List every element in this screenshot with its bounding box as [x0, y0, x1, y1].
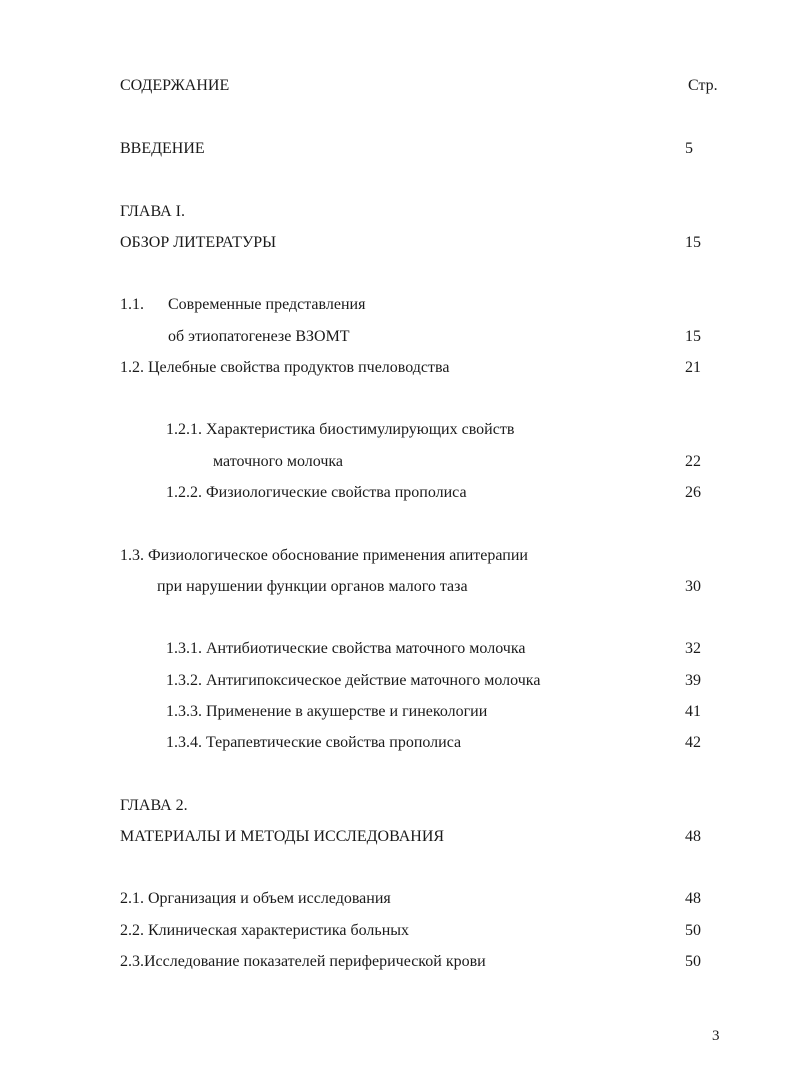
toc-title: СОДЕРЖАНИЕ	[120, 77, 230, 94]
toc-entry-label: МАТЕРИАЛЫ И МЕТОДЫ ИССЛЕДОВАНИЯ	[120, 828, 445, 845]
toc-entry-label: ВВЕДЕНИЕ	[120, 140, 205, 157]
toc-entry-text: Современные представления	[168, 296, 366, 313]
toc-entry-page: 50	[685, 953, 701, 970]
toc-entry-label: 1.3. Физиологическое обоснование применения апитерапии	[120, 547, 528, 564]
toc-entry-label	[120, 295, 365, 315]
toc-entry-page: 41	[685, 703, 701, 720]
toc-entry-label: 2.2. Клиническая характеристика больных	[120, 922, 410, 939]
toc-entry-page: 48	[685, 828, 701, 845]
toc-entry-label: маточного молочка	[213, 453, 344, 470]
toc-entry-label: 1.2. Целебные свойства продуктов пчеловодства	[120, 359, 450, 376]
toc-entry-page: 50	[685, 922, 701, 939]
toc-entry-label: 2.3.Исследование показателей периферической крови	[120, 953, 486, 970]
toc-entry-page: 48	[685, 890, 701, 907]
toc-entry-page: 22	[685, 453, 701, 470]
toc-entry-page: 15	[685, 234, 701, 251]
toc-entry-label: об этиопатогенезе ВЗОМТ	[168, 328, 350, 345]
toc-entry-label: при нарушении функции органов малого таза	[157, 578, 468, 595]
toc-entry-label: 1.2.2. Физиологические свойства прополиса	[166, 484, 467, 501]
toc-entry-page: 39	[685, 672, 701, 689]
page-column-label: Стр.	[688, 77, 718, 94]
toc-entry-label: 1.3.3. Применение в акушерстве и гинекологии	[166, 703, 488, 720]
toc-entry-label: 1.3.2. Антигипоксическое действие маточного молочка	[166, 672, 541, 689]
toc-entry-label: 2.1. Организация и объем исследования	[120, 890, 391, 907]
toc-entry-page: 26	[685, 484, 701, 501]
toc-entry-label: 1.2.1. Характеристика биостимулирующих свойств	[166, 421, 515, 438]
page-number: 3	[712, 1028, 720, 1044]
toc-entry-page: 15	[685, 328, 701, 345]
toc-entry-page: 32	[685, 640, 701, 657]
toc-entry-marker: 1.1.	[120, 296, 144, 313]
toc-entry-label: 1.3.1. Антибиотические свойства маточного молочка	[166, 640, 526, 657]
toc-entry-page: 21	[685, 359, 701, 376]
toc-entry-label: 1.3.4. Терапевтические свойства прополиса	[166, 734, 462, 751]
toc-entry-page: 5	[685, 140, 693, 157]
toc-entry-page: 30	[685, 578, 701, 595]
toc-entry-label: ГЛАВА I.	[120, 203, 185, 220]
toc-entry-label: ГЛАВА 2.	[120, 797, 188, 814]
toc-entry-page: 42	[685, 734, 701, 751]
toc-entry-label: ОБЗОР ЛИТЕРАТУРЫ	[120, 234, 277, 251]
